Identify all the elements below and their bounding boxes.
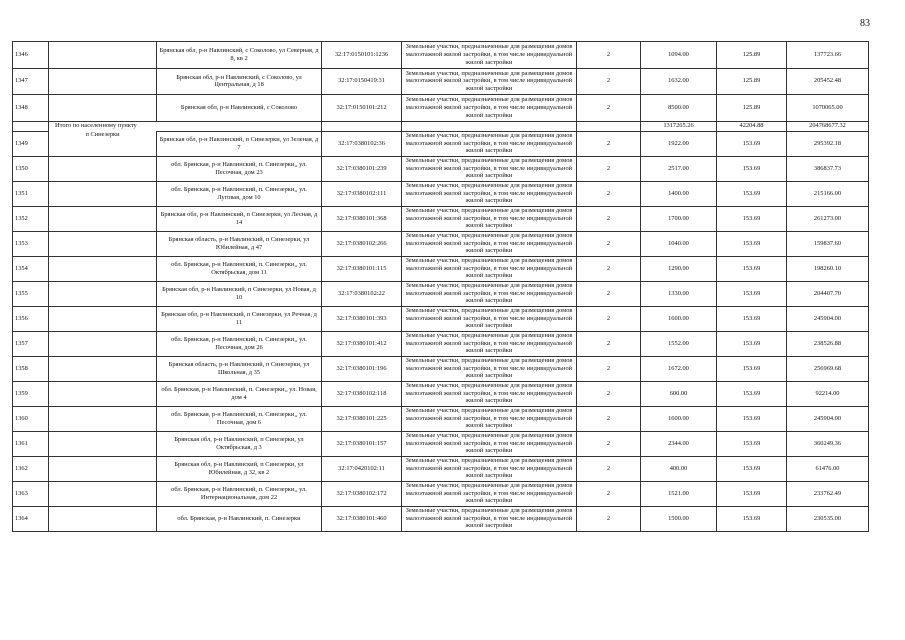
table-body-top bbox=[13, 42, 869, 122]
settlement-cell bbox=[49, 306, 157, 331]
cadastral-number: 32:17:0380101:368 bbox=[322, 206, 402, 231]
category-cell: 2 bbox=[577, 281, 641, 306]
cadastral-number: 32:17:0380101:115 bbox=[322, 256, 402, 281]
cadastral-number: 32:17:0150101:1236 bbox=[322, 42, 402, 69]
table-row bbox=[13, 156, 869, 181]
table-body-bottom bbox=[13, 131, 869, 531]
area-cell: 600.00 bbox=[641, 381, 717, 406]
total-rate: 42204.88 bbox=[717, 121, 787, 131]
address-cell: Брянская обл, р-н Навлинский, п Синезерки, ул Юбилейная, д 32, кв 2 bbox=[157, 456, 322, 481]
land-use-cell: Земельные участки, предназначенные для размещения домов малоэтажной жилой застройки, в том числе индивидуальной жилой застройки bbox=[402, 356, 577, 381]
address-cell: Брянская обл, р-н Навлинский, п Синезерки, ул Лесная, д 14 bbox=[157, 206, 322, 231]
table-row bbox=[13, 406, 869, 431]
area-cell: 1040.00 bbox=[641, 231, 717, 256]
settlement-cell bbox=[49, 431, 157, 456]
rate-cell: 153.69 bbox=[717, 431, 787, 456]
address-cell: Брянская обл, р-н Навлинский, п Синезерки, ул Речная, д 11 bbox=[157, 306, 322, 331]
land-use-cell: Земельные участки, предназначенные для размещения домов малоэтажной жилой застройки, в том числе индивидуальной жилой застройки bbox=[402, 68, 577, 95]
cadastral-number: 32:17:0380102:118 bbox=[322, 381, 402, 406]
table-row bbox=[13, 481, 869, 506]
value-cell: 215166.00 bbox=[787, 181, 869, 206]
value-cell: 245904.00 bbox=[787, 406, 869, 431]
row-number: 1354 bbox=[13, 256, 49, 281]
table-row bbox=[13, 231, 869, 256]
category-cell: 2 bbox=[577, 431, 641, 456]
land-valuation-table bbox=[12, 41, 869, 532]
address-cell: Брянская обл, р-н Навлинский, с Соколово, ул Центральная, д 18 bbox=[157, 68, 322, 95]
settlement-cell bbox=[49, 256, 157, 281]
rate-cell: 153.69 bbox=[717, 231, 787, 256]
area-cell: 1290.00 bbox=[641, 256, 717, 281]
rate-cell: 153.69 bbox=[717, 131, 787, 156]
row-number: 1348 bbox=[13, 95, 49, 122]
row-number: 1361 bbox=[13, 431, 49, 456]
address-cell: обл. Брянская, р-н Навлинский, п. Синезерки,, ул. Интернациональная, дом 22 bbox=[157, 481, 322, 506]
cadastral-number: 32:17:0150101:212 bbox=[322, 95, 402, 122]
rate-cell: 125.89 bbox=[717, 95, 787, 122]
row-number: 1356 bbox=[13, 306, 49, 331]
address-cell: Брянская область, р-н Навлинский, п Синезерки, ул Школьная, д 35 bbox=[157, 356, 322, 381]
category-cell: 2 bbox=[577, 206, 641, 231]
address-cell: обл. Брянская, р-н Навлинский, п. Синезерки bbox=[157, 506, 322, 531]
total-row bbox=[13, 121, 869, 131]
row-number: 1350 bbox=[13, 156, 49, 181]
area-cell: 1700.00 bbox=[641, 206, 717, 231]
row-number: 1363 bbox=[13, 481, 49, 506]
table-row bbox=[13, 331, 869, 356]
land-use-cell: Земельные участки, предназначенные для размещения домов малоэтажной жилой застройки, в том числе индивидуальной жилой застройки bbox=[402, 406, 577, 431]
cadastral-number: 32:17:0380101:225 bbox=[322, 406, 402, 431]
rate-cell: 153.69 bbox=[717, 331, 787, 356]
table-body-total bbox=[13, 121, 869, 131]
land-use-cell: Земельные участки, предназначенные для размещения домов малоэтажной жилой застройки, в том числе индивидуальной жилой застройки bbox=[402, 331, 577, 356]
row-number: 1357 bbox=[13, 331, 49, 356]
cadastral-number: 32:17:0380102:36 bbox=[322, 131, 402, 156]
settlement-cell bbox=[49, 331, 157, 356]
rate-cell: 125.89 bbox=[717, 68, 787, 95]
category-cell: 2 bbox=[577, 481, 641, 506]
area-cell: 1672.00 bbox=[641, 356, 717, 381]
value-cell: 137723.66 bbox=[787, 42, 869, 69]
land-use-cell: Земельные участки, предназначенные для размещения домов малоэтажной жилой застройки, в том числе индивидуальной жилой застройки bbox=[402, 481, 577, 506]
value-cell: 92214.00 bbox=[787, 381, 869, 406]
rate-cell: 153.69 bbox=[717, 306, 787, 331]
cadastral-number: 32:17:0420102:11 bbox=[322, 456, 402, 481]
cadastral-number: 32:17:0380102:111 bbox=[322, 181, 402, 206]
row-number: 1353 bbox=[13, 231, 49, 256]
area-cell: 1552.00 bbox=[641, 331, 717, 356]
rate-cell: 153.69 bbox=[717, 456, 787, 481]
rate-cell: 153.69 bbox=[717, 481, 787, 506]
rate-cell: 153.69 bbox=[717, 206, 787, 231]
row-number: 1358 bbox=[13, 356, 49, 381]
value-cell: 1070065.00 bbox=[787, 95, 869, 122]
table-row bbox=[13, 506, 869, 531]
area-cell: 1600.00 bbox=[641, 306, 717, 331]
land-use-cell: Земельные участки, предназначенные для размещения домов малоэтажной жилой застройки, в том числе индивидуальной жилой застройки bbox=[402, 231, 577, 256]
total-value: 204768677.32 bbox=[787, 121, 869, 131]
cadastral-number: 32:17:0380102:22 bbox=[322, 281, 402, 306]
value-cell: 205452.48 bbox=[787, 68, 869, 95]
address-cell: обл. Брянская, р-н Навлинский, п. Синезерки,, ул. Луговая, дом 10 bbox=[157, 181, 322, 206]
address-cell: Брянская обл, р-н Навлинский, с Соколово, ул Северная, д 8, кв 2 bbox=[157, 42, 322, 69]
table-row bbox=[13, 206, 869, 231]
total-area: 1317265.26 bbox=[641, 121, 717, 131]
land-use-cell: Земельные участки, предназначенные для размещения домов малоэтажной жилой застройки, в том числе индивидуальной жилой застройки bbox=[402, 42, 577, 69]
value-cell: 233762.49 bbox=[787, 481, 869, 506]
area-cell: 1500.00 bbox=[641, 506, 717, 531]
area-cell: 1632.00 bbox=[641, 68, 717, 95]
table-row bbox=[13, 306, 869, 331]
land-use-cell: Земельные участки, предназначенные для размещения домов малоэтажной жилой застройки, в том числе индивидуальной жилой застройки bbox=[402, 381, 577, 406]
table-row bbox=[13, 42, 869, 69]
cadastral-number: 32:17:0380101:393 bbox=[322, 306, 402, 331]
row-number: 1355 bbox=[13, 281, 49, 306]
value-cell: 198260.10 bbox=[787, 256, 869, 281]
address-cell: Брянская обл, р-н Навлинский, с Соколово bbox=[157, 95, 322, 122]
category-cell: 2 bbox=[577, 68, 641, 95]
address-cell: Брянская обл, р-н Навлинский, п Синезерки, ул Зеленая, д 7 bbox=[157, 131, 322, 156]
address-cell: обл. Брянская, р-н Навлинский, п. Синезерки,, ул. Песочная, дом 23 bbox=[157, 156, 322, 181]
cadastral-number: 32:17:0380102:172 bbox=[322, 481, 402, 506]
row-number: 1346 bbox=[13, 42, 49, 69]
settlement-cell bbox=[49, 481, 157, 506]
table-row bbox=[13, 281, 869, 306]
cadastral-number: 32:17:0150419:31 bbox=[322, 68, 402, 95]
row-number: 1360 bbox=[13, 406, 49, 431]
area-cell: 8500.00 bbox=[641, 95, 717, 122]
table-row bbox=[13, 95, 869, 122]
cadastral-number: 32:17:0380101:460 bbox=[322, 506, 402, 531]
category-cell: 2 bbox=[577, 131, 641, 156]
land-use-cell: Земельные участки, предназначенные для размещения домов малоэтажной жилой застройки, в том числе индивидуальной жилой застройки bbox=[402, 456, 577, 481]
category-cell: 2 bbox=[577, 256, 641, 281]
land-use-cell: Земельные участки, предназначенные для размещения домов малоэтажной жилой застройки, в том числе индивидуальной жилой застройки bbox=[402, 156, 577, 181]
land-use-cell: Земельные участки, предназначенные для размещения домов малоэтажной жилой застройки, в том числе индивидуальной жилой застройки bbox=[402, 431, 577, 456]
category-cell: 2 bbox=[577, 331, 641, 356]
land-use-cell: Земельные участки, предназначенные для размещения домов малоэтажной жилой застройки, в том числе индивидуальной жилой застройки bbox=[402, 306, 577, 331]
row-number: 1359 bbox=[13, 381, 49, 406]
settlement-label: п Синезерки bbox=[49, 131, 157, 156]
settlement-cell bbox=[49, 206, 157, 231]
rate-cell: 153.69 bbox=[717, 281, 787, 306]
address-cell: обл. Брянская, р-н Навлинский, п. Синезерки,, ул. Песочная, дом 6 bbox=[157, 406, 322, 431]
row-number: 1362 bbox=[13, 456, 49, 481]
cadastral-number: 32:17:0380101:157 bbox=[322, 431, 402, 456]
page-number: 83 bbox=[860, 18, 870, 29]
category-cell: 2 bbox=[577, 456, 641, 481]
value-cell: 360249.36 bbox=[787, 431, 869, 456]
address-cell: Брянская обл, р-н Навлинский, п Синезерки, ул Новая, д 10 bbox=[157, 281, 322, 306]
rate-cell: 153.69 bbox=[717, 506, 787, 531]
value-cell: 230535.00 bbox=[787, 506, 869, 531]
rate-cell: 153.69 bbox=[717, 256, 787, 281]
value-cell: 238526.88 bbox=[787, 331, 869, 356]
settlement-cell bbox=[49, 95, 157, 122]
category-cell: 2 bbox=[577, 506, 641, 531]
rate-cell: 125.89 bbox=[717, 42, 787, 69]
table-row bbox=[13, 68, 869, 95]
total-label: Итого по населенному пункту bbox=[49, 121, 322, 131]
cadastral-number: 32:17:0380102:266 bbox=[322, 231, 402, 256]
settlement-cell bbox=[49, 42, 157, 69]
area-cell: 1600.00 bbox=[641, 406, 717, 431]
area-cell: 2517.00 bbox=[641, 156, 717, 181]
category-cell: 2 bbox=[577, 406, 641, 431]
land-use-cell: Земельные участки, предназначенные для размещения домов малоэтажной жилой застройки, в том числе индивидуальной жилой застройки bbox=[402, 256, 577, 281]
value-cell: 159837.60 bbox=[787, 231, 869, 256]
table-row bbox=[13, 181, 869, 206]
category-cell: 2 bbox=[577, 231, 641, 256]
table-row bbox=[13, 256, 869, 281]
area-cell: 1094.00 bbox=[641, 42, 717, 69]
area-cell: 2344.00 bbox=[641, 431, 717, 456]
category-cell: 2 bbox=[577, 156, 641, 181]
settlement-cell bbox=[49, 356, 157, 381]
row-number: 1349 bbox=[13, 131, 49, 156]
address-cell: Брянская обл, р-н Навлинский, п Синезерки, ул Октябрьская, д 3 bbox=[157, 431, 322, 456]
area-cell: 1400.00 bbox=[641, 181, 717, 206]
row-number: 1352 bbox=[13, 206, 49, 231]
value-cell: 386837.73 bbox=[787, 156, 869, 181]
land-use-cell: Земельные участки, предназначенные для размещения домов малоэтажной жилой застройки, в том числе индивидуальной жилой застройки bbox=[402, 131, 577, 156]
table-row bbox=[13, 131, 869, 156]
category-cell: 2 bbox=[577, 42, 641, 69]
category-cell: 2 bbox=[577, 306, 641, 331]
rate-cell: 153.69 bbox=[717, 356, 787, 381]
settlement-cell bbox=[49, 381, 157, 406]
value-cell: 256969.68 bbox=[787, 356, 869, 381]
rate-cell: 153.69 bbox=[717, 406, 787, 431]
settlement-cell bbox=[49, 506, 157, 531]
category-cell: 2 bbox=[577, 181, 641, 206]
value-cell: 261273.00 bbox=[787, 206, 869, 231]
value-cell: 204407.70 bbox=[787, 281, 869, 306]
table-row bbox=[13, 356, 869, 381]
settlement-cell bbox=[49, 68, 157, 95]
table-row bbox=[13, 431, 869, 456]
address-cell: Брянская область, р-н Навлинский, п Синезерки, ул Юбилейная, д 47 bbox=[157, 231, 322, 256]
land-use-cell: Земельные участки, предназначенные для размещения домов малоэтажной жилой застройки, в том числе индивидуальной жилой застройки bbox=[402, 506, 577, 531]
row-number: 1364 bbox=[13, 506, 49, 531]
area-cell: 1922.00 bbox=[641, 131, 717, 156]
settlement-cell bbox=[49, 406, 157, 431]
category-cell: 2 bbox=[577, 381, 641, 406]
value-cell: 295392.18 bbox=[787, 131, 869, 156]
cadastral-number: 32:17:0380101:196 bbox=[322, 356, 402, 381]
area-cell: 400.00 bbox=[641, 456, 717, 481]
address-cell: обл. Брянская, р-н Навлинский, п. Синезерки,, ул. Новая, дом 4 bbox=[157, 381, 322, 406]
settlement-cell bbox=[49, 181, 157, 206]
land-use-cell: Земельные участки, предназначенные для размещения домов малоэтажной жилой застройки, в том числе индивидуальной жилой застройки bbox=[402, 95, 577, 122]
settlement-cell bbox=[49, 281, 157, 306]
value-cell: 61476.00 bbox=[787, 456, 869, 481]
address-cell: обл. Брянская, р-н Навлинский, п. Синезерки,, ул. Песочная, дом 26 bbox=[157, 331, 322, 356]
area-cell: 1521.00 bbox=[641, 481, 717, 506]
settlement-cell bbox=[49, 456, 157, 481]
area-cell: 1330.00 bbox=[641, 281, 717, 306]
category-cell: 2 bbox=[577, 356, 641, 381]
rate-cell: 153.69 bbox=[717, 156, 787, 181]
row-number: 1347 bbox=[13, 68, 49, 95]
settlement-cell bbox=[49, 156, 157, 181]
table-row bbox=[13, 381, 869, 406]
land-use-cell: Земельные участки, предназначенные для размещения домов малоэтажной жилой застройки, в том числе индивидуальной жилой застройки bbox=[402, 206, 577, 231]
settlement-cell bbox=[49, 231, 157, 256]
address-cell: обл. Брянская, р-н Навлинский, п. Синезерки,, ул. Октябрьская, дом 11 bbox=[157, 256, 322, 281]
land-use-cell: Земельные участки, предназначенные для размещения домов малоэтажной жилой застройки, в том числе индивидуальной жилой застройки bbox=[402, 281, 577, 306]
category-cell: 2 bbox=[577, 95, 641, 122]
land-use-cell: Земельные участки, предназначенные для размещения домов малоэтажной жилой застройки, в том числе индивидуальной жилой застройки bbox=[402, 181, 577, 206]
cadastral-number: 32:17:0380101:412 bbox=[322, 331, 402, 356]
value-cell: 245904.00 bbox=[787, 306, 869, 331]
table-row bbox=[13, 456, 869, 481]
rate-cell: 153.69 bbox=[717, 381, 787, 406]
row-number: 1351 bbox=[13, 181, 49, 206]
cadastral-number: 32:17:0380101:239 bbox=[322, 156, 402, 181]
rate-cell: 153.69 bbox=[717, 181, 787, 206]
